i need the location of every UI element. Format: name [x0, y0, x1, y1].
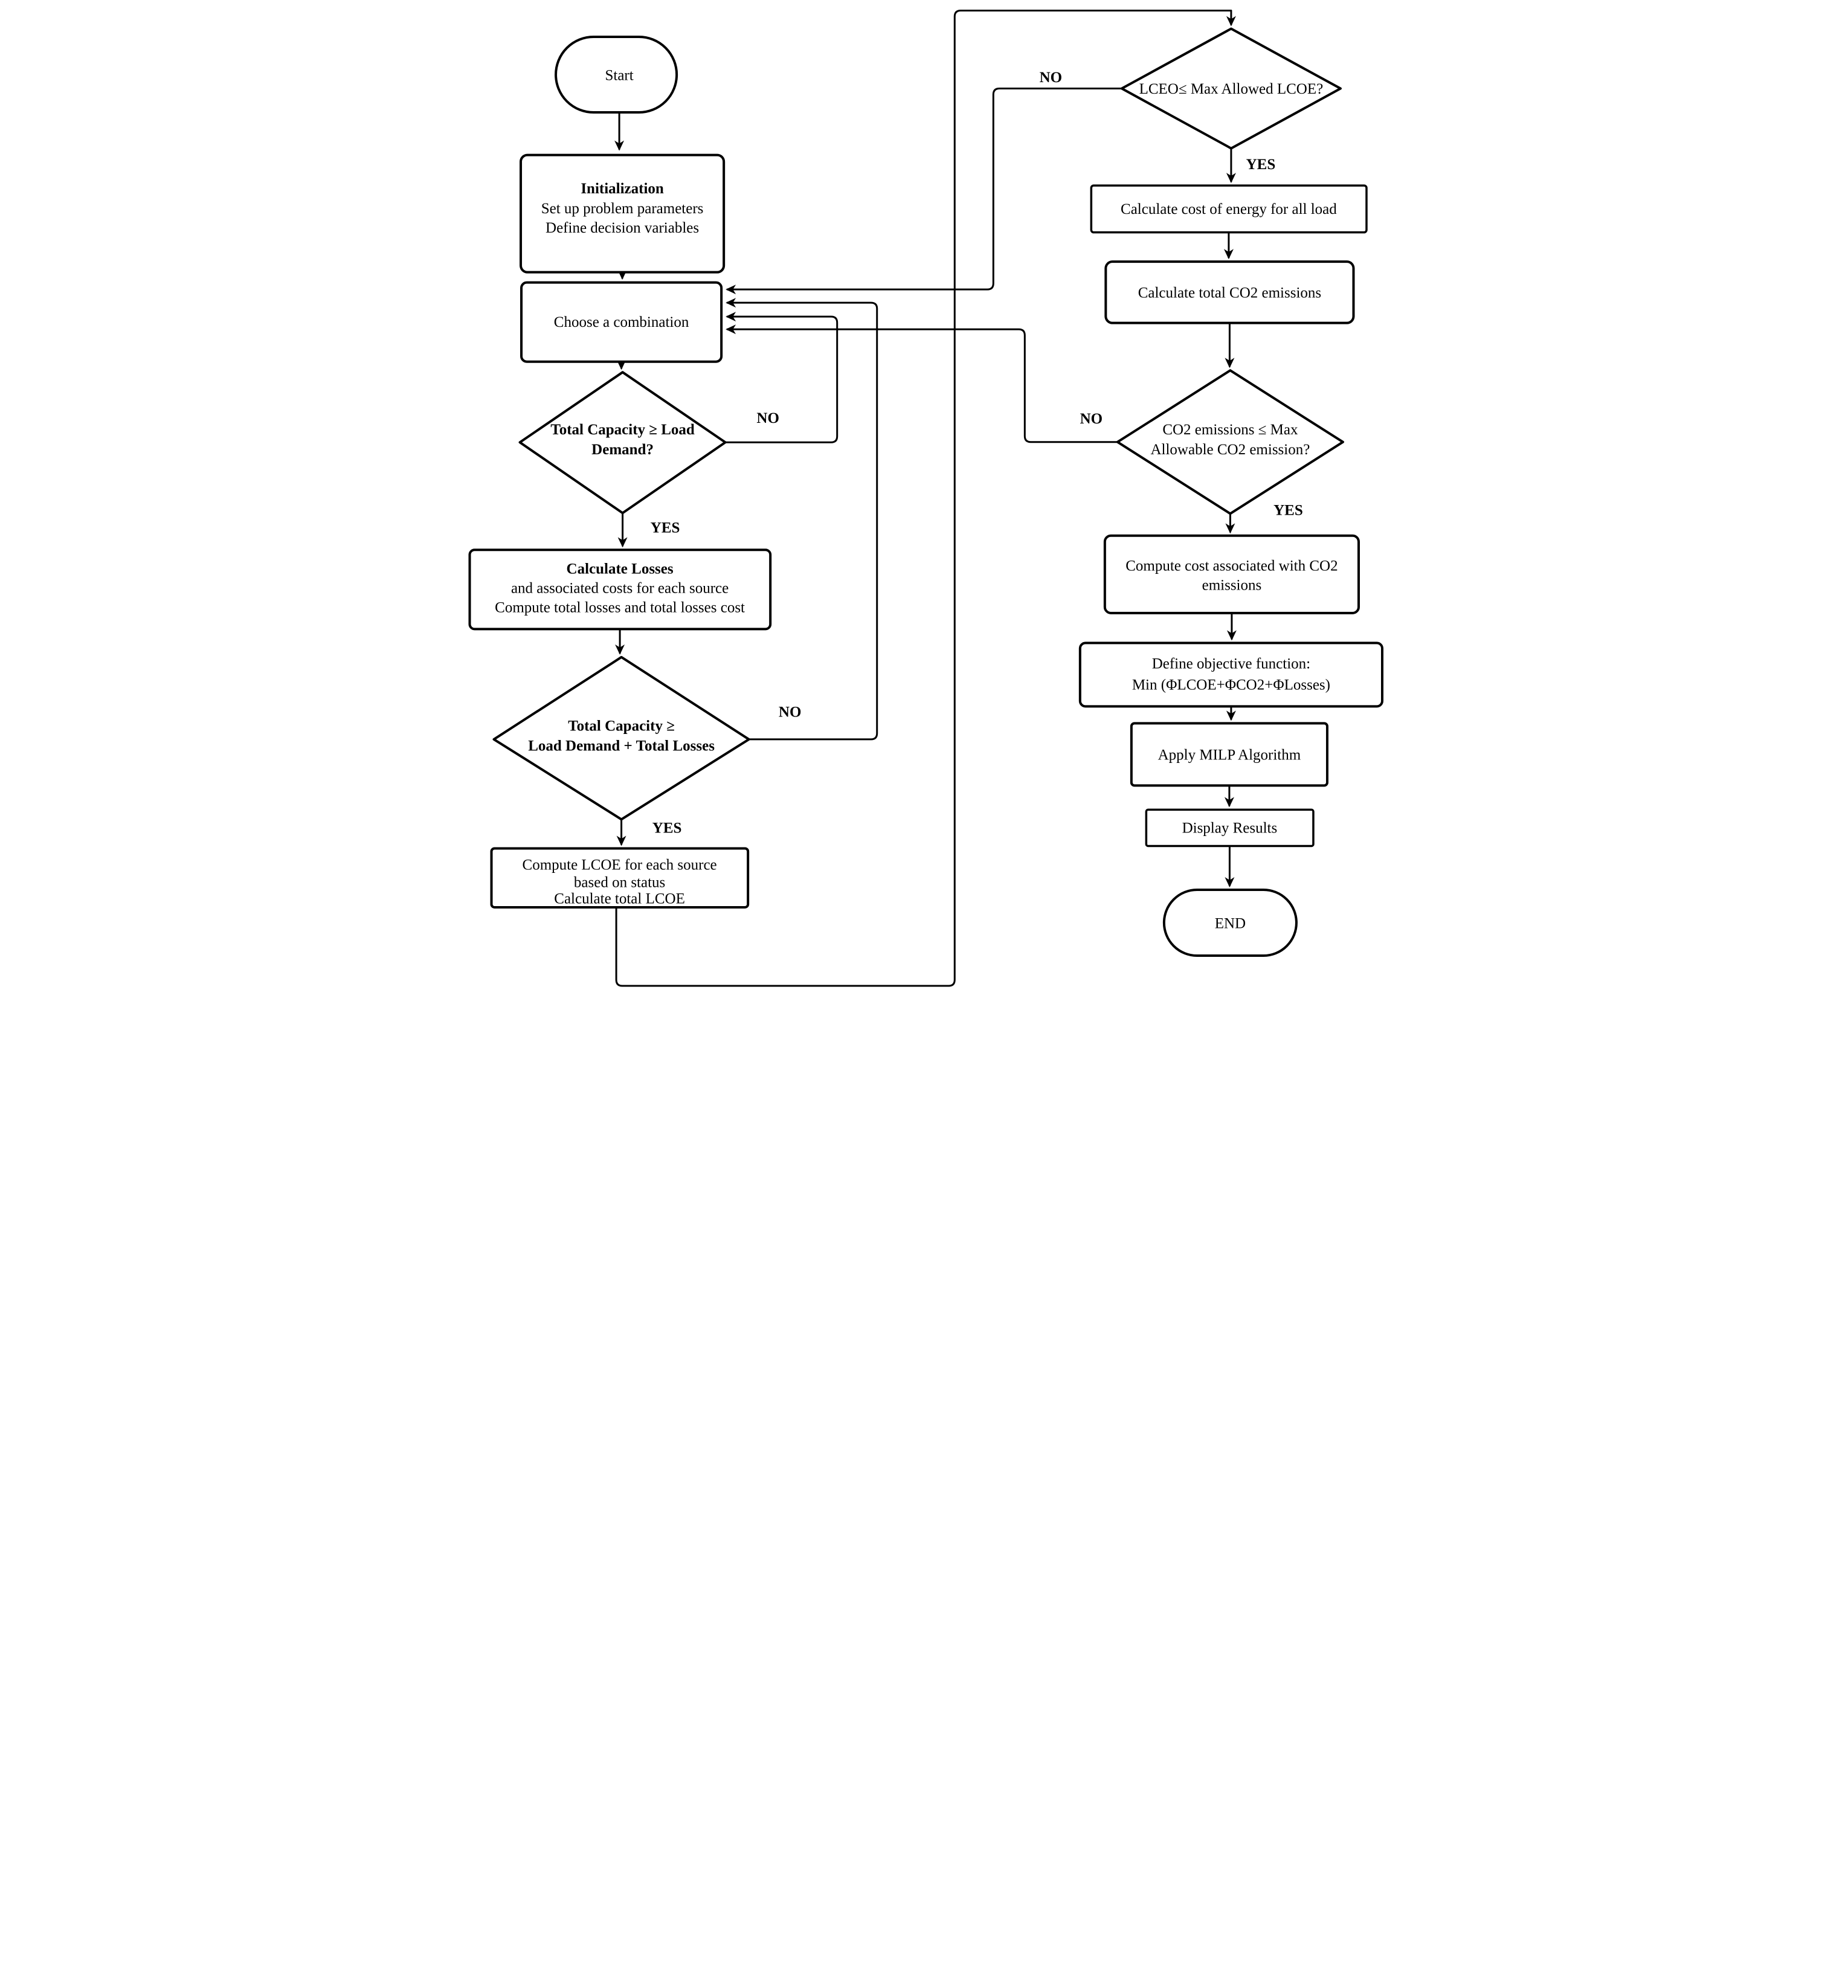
compute-lcoe-line3: Calculate total LCOE	[553, 890, 685, 907]
route-capacity-losses-check-no	[727, 303, 877, 739]
define-objective-line1: Define objective function:	[1151, 655, 1310, 672]
initialization-title: Initialization	[580, 181, 664, 198]
compute-co2-cost-box	[1104, 536, 1358, 613]
capacity-losses-check-line2: Load Demand + Total Losses	[527, 738, 715, 754]
flowchart	[462, 0, 1386, 994]
capacity-losses-check-line1: Total Capacity ≥	[567, 718, 675, 735]
route-lcoe-check-no	[727, 89, 1122, 290]
route-capacity-check-no	[725, 317, 837, 442]
lcoe-check-label: LCEO≤ Max Allowed LCOE?	[1139, 81, 1323, 98]
co2-check-line1: CO2 emissions ≤ Max	[1162, 422, 1298, 439]
lcoe-check-no-label: NO	[1039, 69, 1062, 86]
start-label: Start	[604, 67, 634, 84]
calculate-co2-label: Calculate total CO2 emissions	[1138, 285, 1321, 301]
display-results-label: Display Results	[1182, 820, 1277, 837]
capacity-losses-check-no-label: NO	[778, 704, 801, 721]
lcoe-check-yes-label: YES	[1246, 156, 1275, 173]
capacity-losses-check-yes-label: YES	[652, 820, 681, 837]
compute-co2-cost-line2: emissions	[1202, 577, 1261, 594]
co2-check-no-label: NO	[1080, 411, 1103, 428]
initialization-line2: Set up problem parameters	[541, 201, 703, 217]
route-co2-check-no	[727, 329, 1118, 442]
compute-co2-cost-line1: Compute cost associated with CO2	[1125, 558, 1338, 574]
define-objective-box	[1080, 643, 1382, 706]
flowchart-canvas	[462, 0, 1386, 994]
calculate-losses-line3: Compute total losses and total losses cost	[494, 599, 745, 616]
co2-check-line2: Allowable CO2 emission?	[1150, 442, 1310, 458]
compute-lcoe-line1: Compute LCOE for each source	[522, 857, 717, 873]
calculate-losses-title: Calculate Losses	[566, 561, 674, 577]
compute-lcoe-line2: based on status	[573, 874, 665, 891]
initialization-line3: Define decision variables	[545, 220, 699, 237]
calculate-losses-line2: and associated costs for each source	[510, 580, 729, 597]
capacity-check-yes-label: YES	[650, 520, 680, 536]
capacity-check-line1: Total Capacity ≥ Load	[550, 422, 695, 439]
capacity-check-no-label: NO	[756, 410, 779, 427]
co2-check-yes-label: YES	[1273, 502, 1303, 519]
define-objective-line2: Min (ΦLCOE+ΦCO2+ΦLosses)	[1132, 677, 1330, 693]
apply-milp-label: Apply MILP Algorithm	[1157, 747, 1301, 764]
capacity-check-line2: Demand?	[591, 442, 654, 458]
end-label: END	[1214, 915, 1246, 932]
calculate-energy-cost-label: Calculate cost of energy for all load	[1120, 201, 1337, 218]
choose-combination-label: Choose a combination	[553, 314, 689, 331]
